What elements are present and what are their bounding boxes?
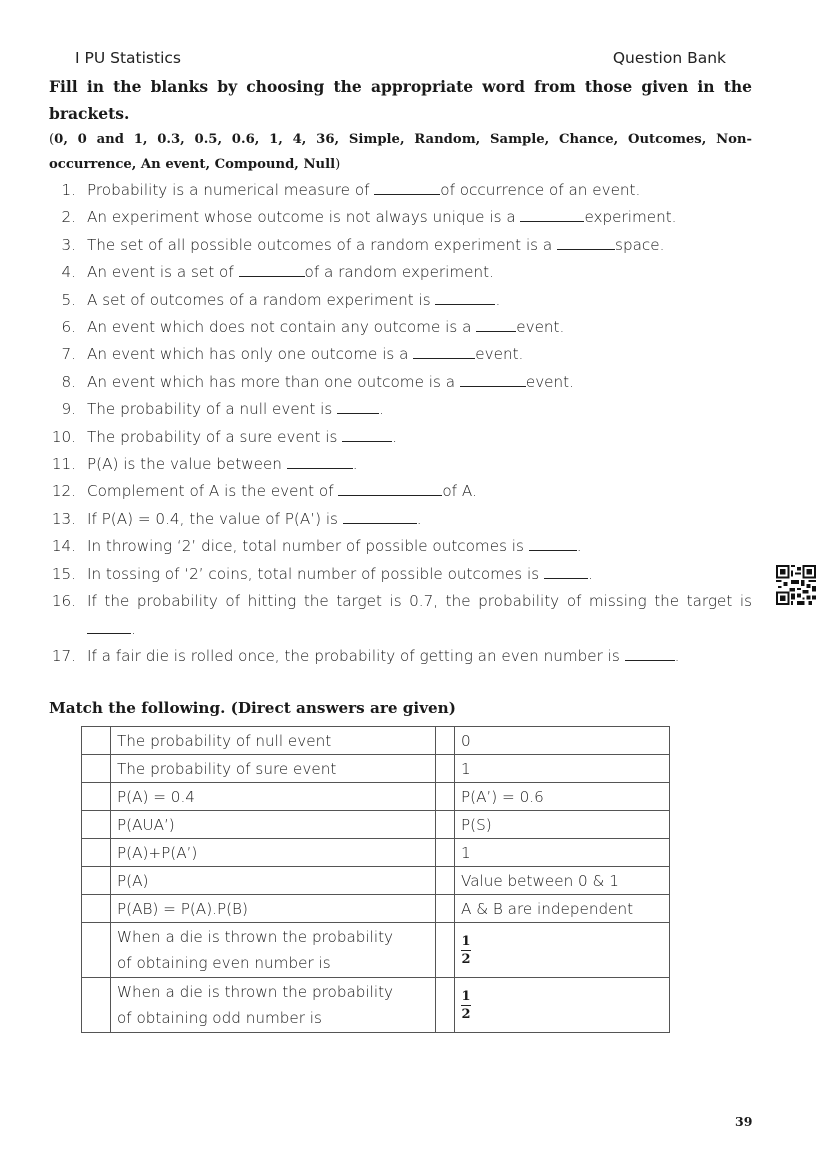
match-left-line: of obtaining even number is [117, 954, 331, 972]
match-right-cell [455, 923, 670, 978]
question-item [49, 561, 759, 588]
question-item [49, 588, 759, 643]
match-left-cell: P(AUA’) [111, 811, 436, 839]
match-right-cell: A & B are independent [455, 895, 670, 923]
answer-blank [435, 289, 495, 305]
question-number: 1. [61, 181, 76, 199]
question-text: The set of all possible outcomes of a random experiment is a [87, 235, 558, 254]
question-text: An event which does not contain any outcome is a [87, 318, 477, 337]
answer-blank [625, 645, 675, 661]
question-text: An event is a set of [87, 263, 239, 282]
question-text-end: event. [475, 345, 524, 364]
table-row [82, 978, 670, 1033]
answer-blank [413, 343, 475, 359]
match-table [81, 726, 670, 1033]
fraction-numerator: 1 [461, 988, 471, 1004]
match-right-cell: P(A’) = 0.6 [455, 783, 670, 811]
question-item [49, 478, 759, 505]
word-bank-open-paren: ( [49, 132, 55, 147]
question-item [49, 259, 759, 286]
question-item [49, 369, 759, 396]
word-bank-list: 0, 0 and 1, 0.3, 0.5, 0.6, 1, 4, 36, Simple, Random, Sample, Chance, Outcomes, Non-occurrence, An event, Compound, Null [49, 132, 752, 172]
match-right-cell: 1 [455, 839, 670, 867]
page-number: 39 [735, 1114, 753, 1129]
question-text: Probability is a numerical measure of [87, 181, 375, 199]
question-number: 14. [51, 537, 76, 556]
table-row [82, 727, 670, 755]
table-row [82, 895, 670, 923]
question-text-end: . [416, 509, 422, 528]
answer-blank [476, 316, 516, 332]
word-bank [49, 127, 752, 177]
answer-blank [287, 453, 353, 469]
match-left-cell: P(A) [111, 867, 436, 895]
question-text-end: of A. [442, 482, 477, 501]
question-number: 6. [61, 318, 76, 337]
header-title: Question Bank [612, 49, 726, 67]
question-text-end: . [674, 646, 680, 665]
match-left-line: of obtaining odd number is [117, 1009, 322, 1027]
match-right-cell: P(S) [455, 811, 670, 839]
word-bank-close-paren: ) [335, 157, 341, 172]
question-number: 13. [51, 509, 76, 528]
question-text-end: event. [525, 372, 574, 391]
match-left-cell: The probability of null event [111, 727, 436, 755]
question-number: 11. [51, 455, 76, 474]
question-number: 17. [51, 646, 76, 665]
question-number: 8. [61, 372, 76, 391]
question-text-end: of occurrence of an event. [440, 181, 641, 199]
question-text-end: . [495, 290, 501, 309]
question-number: 5. [61, 290, 76, 309]
header-subject: I PU Statistics [75, 49, 181, 67]
match-left-cell [111, 923, 436, 978]
match-left-line: When a die is thrown the probability [117, 983, 394, 1001]
match-left-cell: P(A) = 0.4 [111, 783, 436, 811]
question-number: 3. [61, 235, 76, 254]
fraction-denominator: 2 [461, 1006, 471, 1022]
question-text-end: . [131, 619, 136, 638]
answer-blank [374, 179, 440, 195]
question-text-end: . [352, 455, 358, 474]
question-text: Complement of A is the event of [87, 482, 339, 501]
question-item [49, 341, 759, 368]
question-body [87, 588, 752, 643]
table-row [82, 923, 670, 978]
answer-blank [337, 398, 379, 414]
question-item [49, 232, 759, 259]
question-text-end: . [576, 537, 582, 556]
question-number: 15. [51, 564, 76, 583]
fill-blank-question-list [49, 177, 759, 670]
question-item [49, 533, 759, 560]
question-item [49, 287, 759, 314]
table-row [82, 839, 670, 867]
question-item [49, 396, 759, 423]
answer-blank [529, 535, 577, 551]
answer-blank [87, 618, 131, 634]
question-text-end: . [587, 564, 593, 583]
answer-blank [239, 261, 305, 277]
fraction-denominator: 2 [461, 951, 471, 967]
question-text: If the probability of hitting the target is 0.7, the probability of missing the target is [87, 592, 752, 611]
question-text-end: . [379, 400, 384, 419]
question-item [49, 506, 759, 533]
match-left-cell: The probability of sure event [111, 755, 436, 783]
table-row [82, 755, 670, 783]
match-left-cell: P(AB) = P(A).P(B) [111, 895, 436, 923]
question-text: If a fair die is rolled once, the probability of getting an even number is [87, 646, 625, 665]
fraction [461, 934, 471, 967]
answer-blank [342, 426, 392, 442]
answer-blank [460, 371, 526, 387]
question-number: 2. [61, 208, 76, 227]
question-text: An event which has only one outcome is a [87, 345, 414, 364]
question-text-end: . [392, 427, 398, 446]
answer-blank [338, 480, 442, 496]
question-text: P(A) is the value between [87, 455, 287, 474]
question-text: An event which has more than one outcome is a [87, 372, 460, 391]
answer-blank [520, 206, 584, 222]
table-row [82, 811, 670, 839]
match-right-cell [455, 978, 670, 1033]
question-item [49, 451, 759, 478]
question-item [49, 643, 759, 670]
answer-blank [544, 563, 588, 579]
question-number: 16. [51, 592, 76, 611]
question-item [49, 424, 759, 451]
question-number: 9. [61, 400, 76, 419]
question-text-end: space. [615, 235, 665, 254]
match-left-line: When a die is thrown the probability [117, 928, 394, 946]
match-right-cell: 1 [455, 755, 670, 783]
match-left-cell: P(A)+P(A’) [111, 839, 436, 867]
question-text-end: of a random experiment. [304, 263, 494, 282]
question-number: 4. [61, 263, 76, 282]
question-item [49, 177, 759, 204]
question-item [49, 314, 759, 341]
table-row [82, 783, 670, 811]
question-text: A set of outcomes of a random experiment is [87, 290, 436, 309]
match-heading: Match the following. (Direct answers are given) [49, 699, 456, 717]
match-left-cell [111, 978, 436, 1033]
fraction [461, 989, 471, 1022]
answer-blank [557, 234, 615, 250]
question-number: 7. [61, 345, 76, 364]
qr-code-icon[interactable] [776, 565, 816, 605]
question-number: 12. [51, 482, 76, 501]
question-text: If P(A) = 0.4, the value of P(A’) is [87, 509, 343, 528]
question-text: The probability of a sure event is [87, 427, 343, 446]
question-text: The probability of a null event is [87, 400, 338, 419]
answer-blank [343, 508, 417, 524]
question-text: In throwing ‘2’ dice, total number of possible outcomes is [87, 537, 529, 556]
question-text-end: event. [516, 318, 565, 337]
question-text: In tossing of ‘2’ coins, total number of possible outcomes is [87, 564, 544, 583]
question-text: An experiment whose outcome is not always unique is a [87, 208, 521, 227]
fraction-numerator: 1 [461, 933, 471, 949]
question-number: 10. [51, 427, 76, 446]
match-right-cell: Value between 0 & 1 [455, 867, 670, 895]
question-text-end: experiment. [584, 208, 677, 227]
match-right-cell: 0 [455, 727, 670, 755]
table-row [82, 867, 670, 895]
fill-blanks-heading: Fill in the blanks by choosing the appropriate word from those given in the brackets. [49, 77, 752, 123]
question-item [49, 204, 759, 231]
